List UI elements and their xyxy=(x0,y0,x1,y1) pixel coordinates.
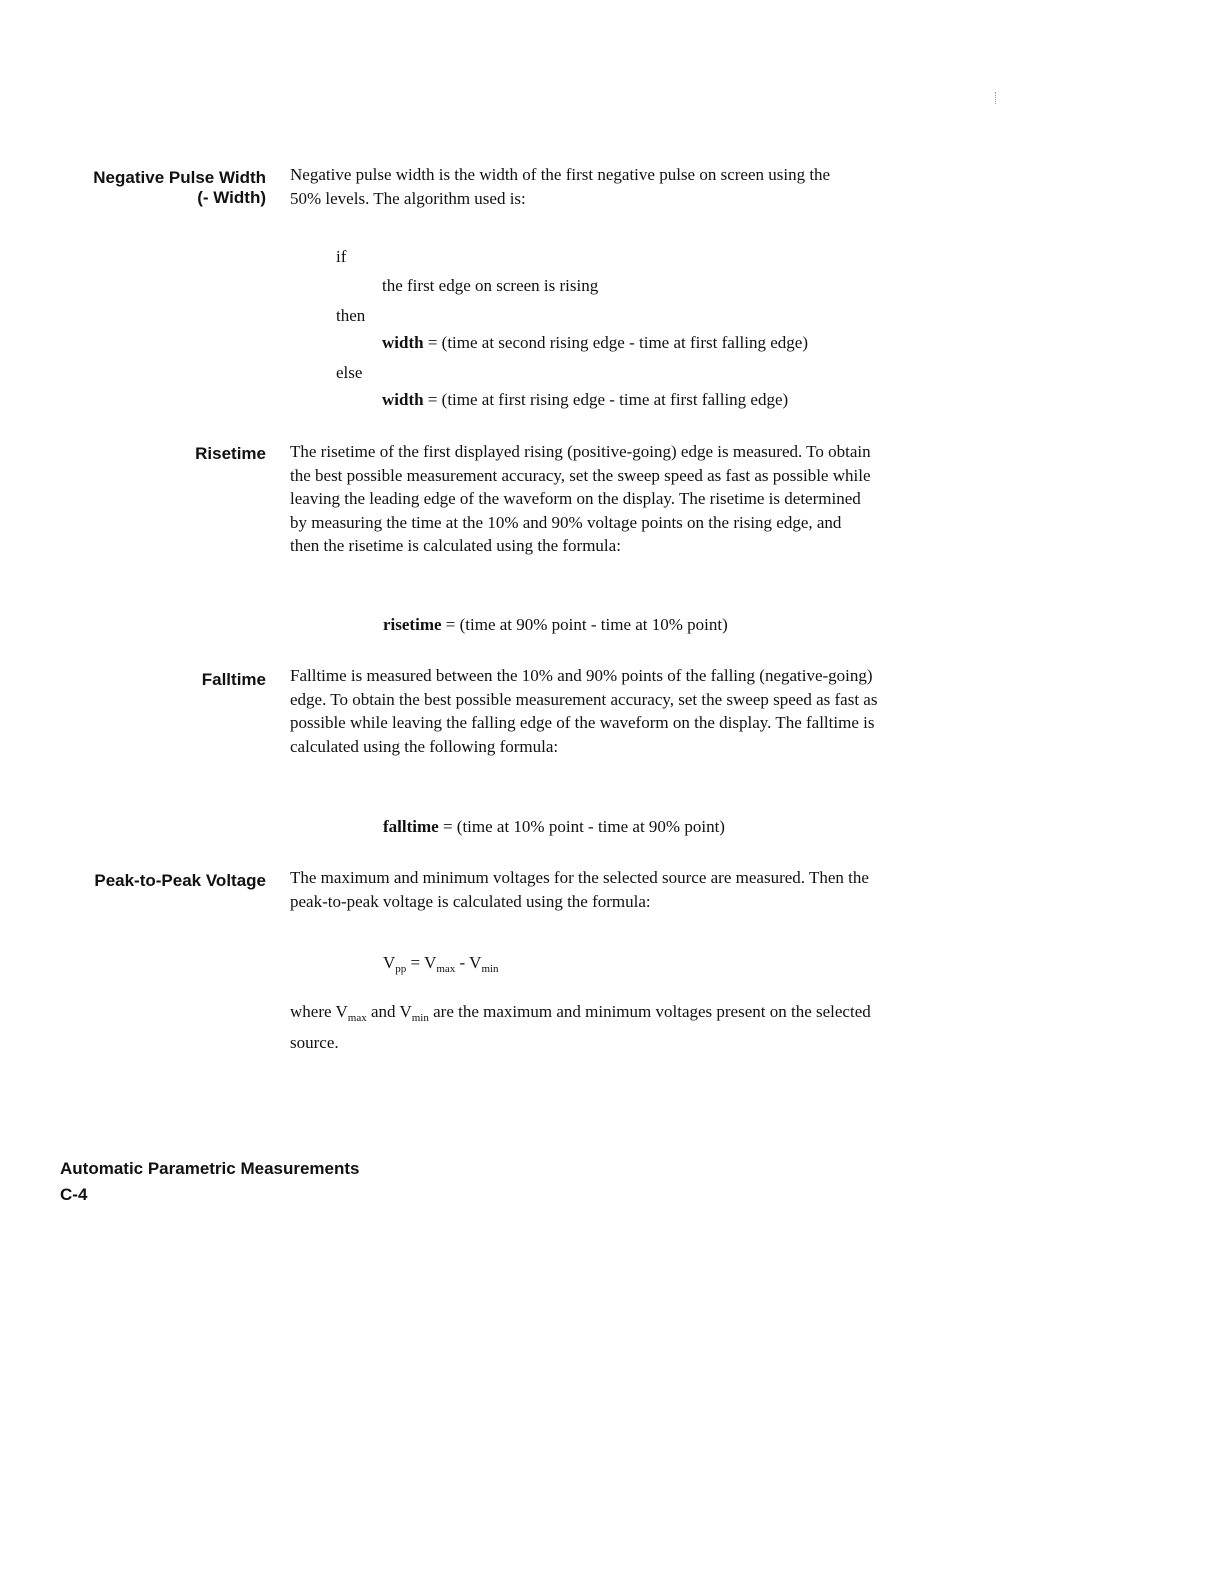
algo-else: else xyxy=(336,363,363,382)
v-symbol: V xyxy=(399,1002,412,1021)
algo-then: then xyxy=(336,306,366,325)
formula-variable: width xyxy=(382,333,424,352)
v-symbol: V xyxy=(335,1002,348,1021)
section-label-risetime: Risetime xyxy=(195,444,266,463)
vpp-subscript: pp xyxy=(395,963,407,975)
formula-expression: = (time at 10% point - time at 90% point) xyxy=(442,817,725,836)
vpp-where-text xyxy=(290,1000,890,1054)
and-word: and xyxy=(366,1002,400,1021)
risetime-formula xyxy=(383,614,728,636)
algo-if: if xyxy=(336,247,347,266)
vpp-formula xyxy=(383,952,499,980)
risetime-text: The risetime of the first displayed rising (positive-going) edge is measured. To obtain the best possible measurement accuracy, set the sweep speed as fast as possible while leaving the leading edge of the waveform on the display. The risetime is determined by measuring the time at the 10% and 90% voltage points on the rising edge, and then the risetime is calculated using the formula: xyxy=(290,442,871,555)
algo-else-formula xyxy=(382,389,788,411)
footer-title: Automatic Parametric Measurements xyxy=(60,1159,360,1178)
falltime-formula xyxy=(383,816,725,838)
label-line2: (- Width) xyxy=(197,188,266,207)
section-label-negative-pulse-width xyxy=(93,168,266,208)
v-symbol: V xyxy=(424,953,437,972)
formula-expression: = (time at 90% point - time at 10% point) xyxy=(445,615,728,634)
peak-to-peak-text: The maximum and minimum voltages for the selected source are measured. Then the peak-to-peak voltage is calculated using the formula: xyxy=(290,868,869,911)
label-line1: Negative Pulse Width xyxy=(93,168,266,187)
vmin-subscript: min xyxy=(411,1012,429,1024)
negative-pulse-width-text: Negative pulse width is the width of the first negative pulse on screen using the 50% levels. The algorithm used is: xyxy=(290,165,831,208)
where-word: where xyxy=(290,1002,336,1021)
scan-speck xyxy=(995,92,997,104)
where-rest: are the maximum and minimum voltages present on the selected source. xyxy=(290,1002,871,1052)
page-number: C-4 xyxy=(60,1185,88,1204)
vmax-subscript: max xyxy=(436,963,456,975)
falltime-text: Falltime is measured between the 10% and 90% points of the falling (negative-going) edge. To obtain the best possible measurement accuracy, set the sweep speed as fast as possible while leaving the falling edge of the waveform on the display. The falltime is calculated using the following formula: xyxy=(290,666,878,756)
section-label-peak-to-peak-voltage: Peak-to-Peak Voltage xyxy=(94,871,266,890)
minus-sign: - xyxy=(455,953,470,972)
algo-condition: the first edge on screen is rising xyxy=(382,276,599,295)
formula-expression: = (time at first rising edge - time at first falling edge) xyxy=(427,390,789,409)
formula-variable: risetime xyxy=(383,615,442,634)
v-symbol: V xyxy=(469,953,482,972)
vmax-subscript: max xyxy=(347,1012,367,1024)
equals-sign: = xyxy=(406,953,425,972)
section-label-falltime: Falltime xyxy=(201,670,266,689)
vmin-subscript: min xyxy=(481,963,499,975)
formula-variable: width xyxy=(382,390,424,409)
v-symbol: V xyxy=(383,953,396,972)
algo-then-formula xyxy=(382,332,808,354)
formula-expression: = (time at second rising edge - time at first falling edge) xyxy=(427,333,808,352)
formula-variable: falltime xyxy=(383,817,439,836)
